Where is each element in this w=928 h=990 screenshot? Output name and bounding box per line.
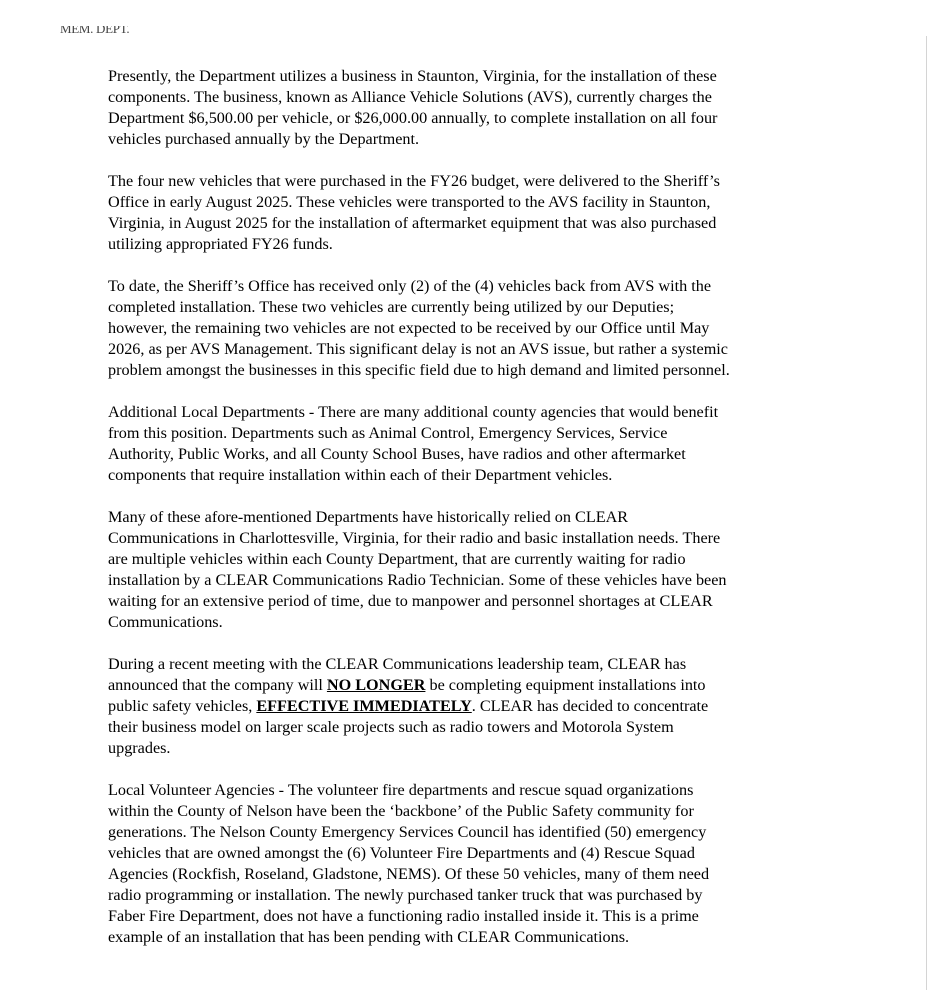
text-line: The four new vehicles that were purchased in the FY26 budget, were delivered to the Sheriff’s bbox=[108, 172, 720, 190]
document-body bbox=[108, 66, 828, 969]
paragraph-fy26-vehicles bbox=[108, 171, 828, 255]
text-line: utilizing appropriated FY26 funds. bbox=[108, 235, 333, 253]
text-line: Communications. bbox=[108, 613, 223, 631]
text-line: waiting for an extensive period of time, due to manpower and personnel shortages at CLEAR bbox=[108, 592, 713, 610]
text-line: Local Volunteer Agencies - The volunteer fire departments and rescue squad organizations bbox=[108, 781, 694, 799]
page-edge-divider bbox=[926, 36, 927, 990]
text-line: problem amongst the businesses in this specific field due to high demand and limited personnel. bbox=[108, 361, 730, 379]
text-line: components that require installation within each of their Department vehicles. bbox=[108, 466, 613, 484]
text-line: Many of these afore-mentioned Departments have historically relied on CLEAR bbox=[108, 508, 629, 526]
emphasis-no-longer: NO LONGER bbox=[326, 676, 426, 694]
text-line: During a recent meeting with the CLEAR Communications leadership team, CLEAR has bbox=[108, 655, 687, 673]
text-segment: . CLEAR has decided to concentrate bbox=[471, 697, 709, 715]
paragraph-volunteer-agencies bbox=[108, 780, 828, 948]
text-line bbox=[108, 675, 828, 696]
text-line: Authority, Public Works, and all County School Buses, have radios and other aftermarket bbox=[108, 445, 686, 463]
paragraph-additional-departments bbox=[108, 402, 828, 486]
text-line: vehicles purchased annually by the Department. bbox=[108, 130, 420, 148]
text-line: radio programming or installation. The newly purchased tanker truck that was purchased by bbox=[108, 886, 703, 904]
text-line: Office in early August 2025. These vehicles were transported to the AVS facility in Staunton, bbox=[108, 193, 711, 211]
emphasis-effective-immediately: EFFECTIVE IMMEDIATELY bbox=[256, 697, 472, 715]
text-segment: public safety vehicles, bbox=[108, 697, 257, 715]
text-line: Presently, the Department utilizes a business in Staunton, Virginia, for the installation of these bbox=[108, 67, 717, 85]
text-line: their business model on larger scale projects such as radio towers and Motorola System bbox=[108, 718, 674, 736]
text-line: example of an installation that has been pending with CLEAR Communications. bbox=[108, 928, 630, 946]
text-line bbox=[108, 696, 828, 717]
paragraph-clear-communications bbox=[108, 507, 828, 633]
text-line: generations. The Nelson County Emergency Services Council has identified (50) emergency bbox=[108, 823, 707, 841]
text-line: 2026, as per AVS Management. This significant delay is not an AVS issue, but rather a systemic bbox=[108, 340, 728, 358]
text-line: Communications in Charlottesville, Virginia, for their radio and basic installation needs. There bbox=[108, 529, 721, 547]
text-line: upgrades. bbox=[108, 739, 171, 757]
paragraph-vehicles-received bbox=[108, 276, 828, 381]
text-line: components. The business, known as Alliance Vehicle Solutions (AVS), currently charges the bbox=[108, 88, 712, 106]
text-line: Department $6,500.00 per vehicle, or $26,000.00 annually, to complete installation on all four bbox=[108, 109, 718, 127]
text-line: Agencies (Rockfish, Roseland, Gladstone, NEMS). Of these 50 vehicles, many of them need bbox=[108, 865, 710, 883]
text-line: from this position. Departments such as Animal Control, Emergency Services, Service bbox=[108, 424, 668, 442]
text-line: Faber Fire Department, does not have a functioning radio installed inside it. This is a prime bbox=[108, 907, 699, 925]
text-segment: be completing equipment installations into bbox=[425, 676, 706, 694]
text-line: Additional Local Departments - There are many additional county agencies that would benefit bbox=[108, 403, 719, 421]
text-line: completed installation. These two vehicles are currently being utilized by our Deputies; bbox=[108, 298, 675, 316]
text-line: however, the remaining two vehicles are not expected to be received by our Office until May bbox=[108, 319, 710, 337]
paragraph-clear-announcement bbox=[108, 654, 828, 759]
text-line: Virginia, in August 2025 for the installation of aftermarket equipment that was also purchased bbox=[108, 214, 717, 232]
text-segment: announced that the company will bbox=[108, 676, 327, 694]
text-line: are multiple vehicles within each County Department, that are currently waiting for radio bbox=[108, 550, 686, 568]
paragraph-avs-installation bbox=[108, 66, 828, 150]
text-line: vehicles that are owned amongst the (6) Volunteer Fire Departments and (4) Rescue Squad bbox=[108, 844, 695, 862]
text-line: To date, the Sheriff’s Office has received only (2) of the (4) vehicles back from AVS with the bbox=[108, 277, 712, 295]
text-line: installation by a CLEAR Communications Radio Technician. Some of these vehicles have been bbox=[108, 571, 727, 589]
text-line: within the County of Nelson have been the ‘backbone’ of the Public Safety community for bbox=[108, 802, 694, 820]
cropped-header-fragment: MEM. DEPT. bbox=[60, 26, 130, 36]
